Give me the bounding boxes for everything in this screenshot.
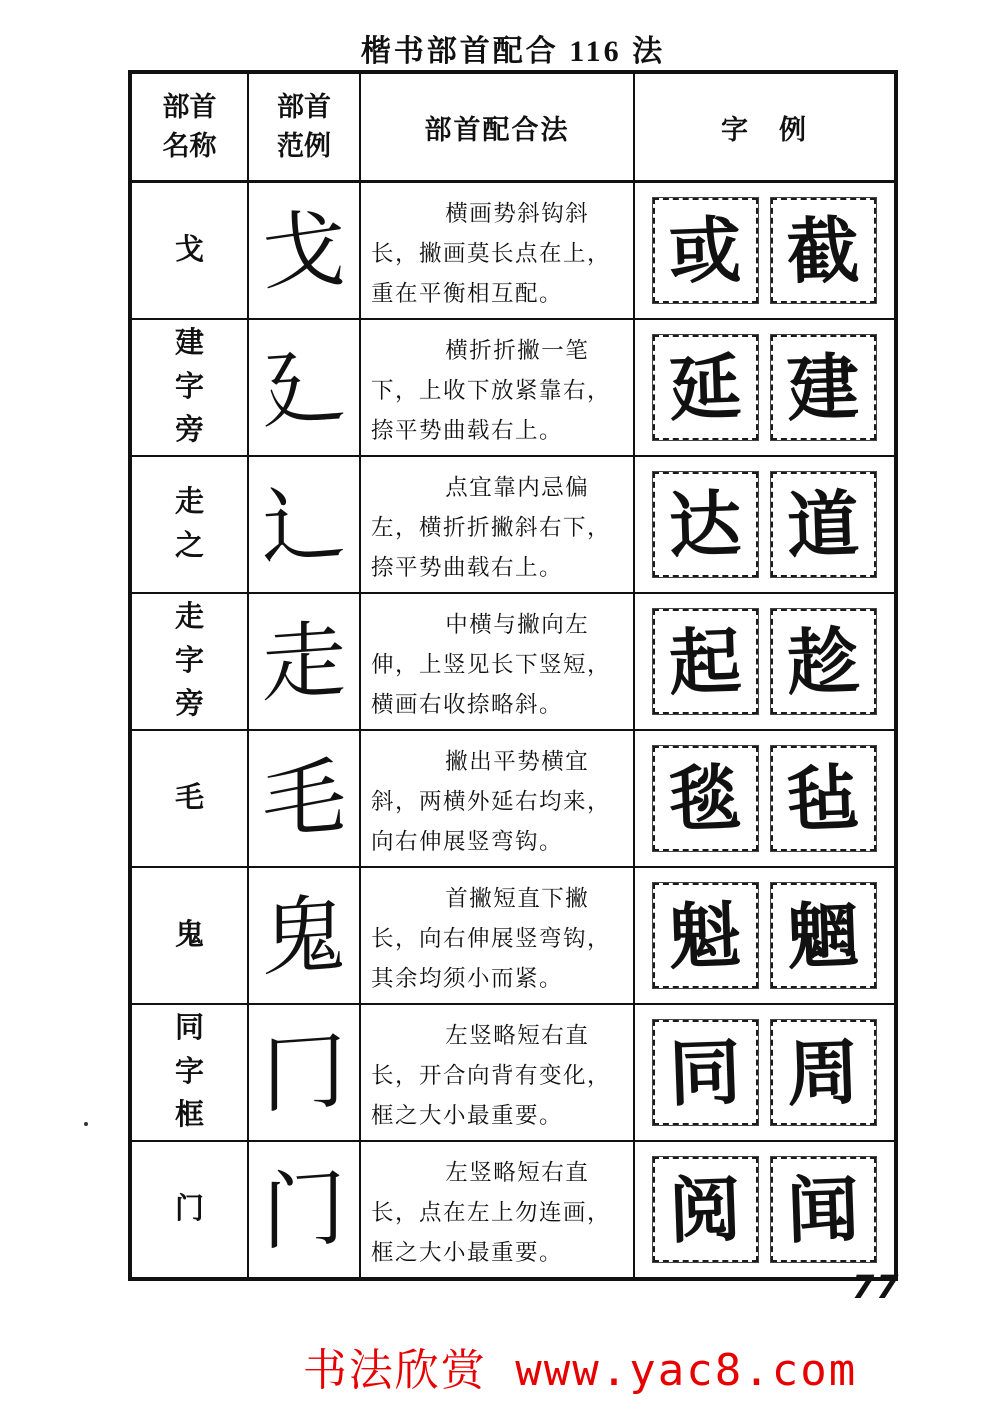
char-examples-cell [635, 320, 894, 455]
method-text: 撇出平势横宜斜，两横外延右均来，向右伸展竖弯钩。 [371, 748, 612, 854]
radical-example-glyph: 走 [262, 609, 346, 714]
radical-name: 走之 [174, 486, 204, 562]
example-char: 达 [668, 480, 743, 568]
radical-name: 戈 [174, 233, 204, 266]
radical-name: 鬼 [174, 918, 204, 951]
example-char: 建 [786, 343, 861, 431]
radical-name-cell [132, 731, 249, 866]
example-char: 魍 [786, 891, 861, 979]
radical-example-cell [249, 1142, 361, 1277]
method-cell [361, 320, 635, 455]
table-body [132, 183, 894, 1277]
header-method [361, 74, 635, 180]
example-char: 延 [668, 343, 743, 431]
char-examples-cell [635, 731, 894, 866]
method-text: 点宜靠内忌偏左，横折折撇斜右下，捺平势曲载右上。 [371, 474, 612, 580]
example-char: 趁 [786, 617, 861, 705]
example-char-box [771, 746, 876, 851]
example-char-box [653, 746, 758, 851]
header-method-label: 部首配合法 [424, 114, 570, 145]
method-text: 左竖略短右直长，点在左上勿连画，框之大小最重要。 [371, 1159, 612, 1265]
watermark: 书法欣赏 www.yac8.com [302, 1345, 858, 1396]
header-radical-name [132, 74, 249, 180]
example-char: 闻 [786, 1165, 861, 1253]
table-row [132, 1142, 894, 1277]
method-text: 横画势斜钩斜长，撇画莫长点在上，重在平衡相互配。 [371, 200, 612, 306]
method-text: 左竖略短右直长，开合向背有变化，框之大小最重要。 [371, 1022, 612, 1128]
method-cell [361, 183, 635, 318]
scan-artifact-dot [84, 1122, 88, 1126]
example-char-box [653, 198, 758, 303]
example-char-box [653, 335, 758, 440]
example-char: 同 [668, 1028, 743, 1116]
header-char-examples [635, 74, 894, 180]
method-cell [361, 731, 635, 866]
radical-example-glyph: 廴 [262, 335, 346, 440]
radical-name: 建字旁 [174, 327, 204, 447]
table-row [132, 320, 894, 457]
example-char-box [771, 1020, 876, 1125]
char-examples-cell [635, 183, 894, 318]
example-char: 毯 [668, 754, 743, 842]
header-radical-example [249, 74, 361, 180]
radical-example-cell [249, 868, 361, 1003]
example-char-box [653, 1020, 758, 1125]
example-char: 魁 [668, 891, 743, 979]
example-char-box [653, 1157, 758, 1262]
example-char: 道 [786, 480, 861, 568]
example-char: 阅 [668, 1165, 743, 1253]
radical-example-glyph: 毛 [262, 746, 346, 851]
table-row [132, 594, 894, 731]
example-char: 起 [668, 617, 743, 705]
radical-name: 门 [174, 1192, 204, 1225]
radical-name-cell [132, 457, 249, 592]
radical-example-glyph: 门 [262, 1157, 346, 1262]
example-char: 或 [668, 206, 743, 294]
radical-example-cell [249, 457, 361, 592]
table-row [132, 183, 894, 320]
example-char-box [771, 198, 876, 303]
radical-name-cell [132, 320, 249, 455]
radical-example-cell [249, 731, 361, 866]
radical-example-glyph: 辶 [262, 472, 346, 577]
char-examples-cell [635, 1142, 894, 1277]
radical-example-glyph: 冂 [262, 1020, 346, 1125]
header-radical-name-label: 部首名称 [162, 91, 217, 161]
char-examples-cell [635, 594, 894, 729]
radical-name: 毛 [174, 781, 204, 814]
example-char: 截 [786, 206, 861, 294]
radical-example-glyph: 鬼 [262, 883, 346, 988]
radical-example-cell [249, 183, 361, 318]
header-char-examples-label: 字 例 [721, 114, 808, 145]
method-text: 首撇短直下撇长，向右伸展竖弯钩，其余均须小而紧。 [371, 885, 612, 991]
page-number: 77 [852, 1268, 901, 1306]
char-examples-cell [635, 1005, 894, 1140]
method-cell [361, 868, 635, 1003]
radical-name-cell [132, 868, 249, 1003]
radical-name-cell [132, 183, 249, 318]
radical-name: 走字旁 [174, 601, 204, 721]
example-char: 毡 [786, 754, 861, 842]
radical-example-cell [249, 594, 361, 729]
char-examples-cell [635, 868, 894, 1003]
char-examples-cell [635, 457, 894, 592]
header-radical-example-label: 部首范例 [277, 91, 331, 161]
example-char-box [771, 472, 876, 577]
radical-name-cell [132, 594, 249, 729]
method-cell [361, 457, 635, 592]
method-cell [361, 1005, 635, 1140]
radical-name: 同字框 [174, 1012, 204, 1132]
method-text: 中横与撇向左伸，上竖见长下竖短，横画右收捺略斜。 [371, 611, 612, 717]
example-char: 周 [786, 1028, 861, 1116]
radical-example-cell [249, 320, 361, 455]
table-row [132, 731, 894, 868]
example-char-box [653, 609, 758, 714]
radical-table [128, 70, 898, 1281]
example-char-box [771, 609, 876, 714]
example-char-box [653, 883, 758, 988]
table-row [132, 457, 894, 594]
radical-name-cell [132, 1005, 249, 1140]
example-char-box [771, 883, 876, 988]
radical-example-glyph: 戈 [262, 198, 346, 303]
radical-name-cell [132, 1142, 249, 1277]
page-title: 楷书部首配合 116 法 [360, 35, 666, 68]
method-cell [361, 1142, 635, 1277]
example-char-box [771, 1157, 876, 1262]
example-char-box [653, 472, 758, 577]
example-char-box [771, 335, 876, 440]
radical-example-cell [249, 1005, 361, 1140]
method-text: 横折折撇一笔下，上收下放紧靠右，捺平势曲载右上。 [371, 337, 612, 443]
table-row [132, 868, 894, 1005]
method-cell [361, 594, 635, 729]
table-header-row [132, 74, 894, 183]
table-row [132, 1005, 894, 1142]
